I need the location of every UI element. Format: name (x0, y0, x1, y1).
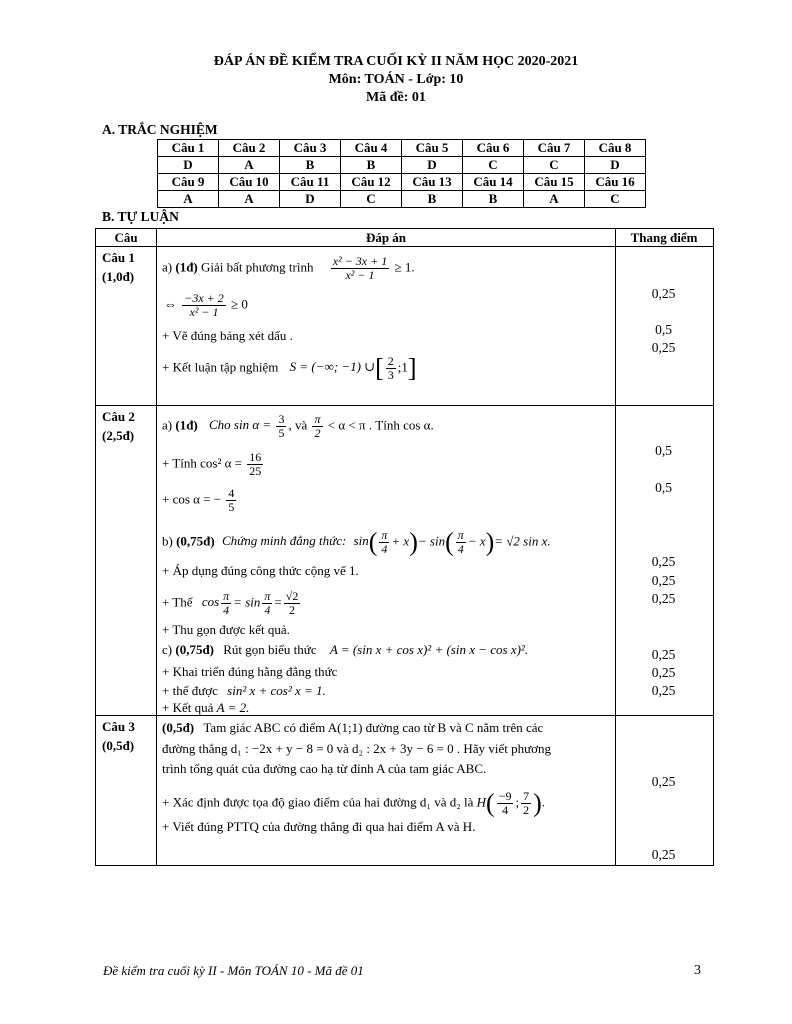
expression-part: − x (467, 533, 486, 549)
question-label: Câu 1 (102, 250, 135, 265)
question-points: (1,0đ) (102, 269, 135, 284)
denominator: 2 (314, 426, 321, 440)
numerator: π (314, 412, 321, 426)
section-b-title: B. TỰ LUẬN (102, 209, 179, 224)
question-cell: Câu 15 (524, 174, 585, 191)
question-points: (2,5đ) (102, 428, 135, 443)
q2-a-step-1 (162, 451, 265, 478)
answer-cell: C (463, 157, 524, 174)
expression-part: + x (391, 533, 410, 549)
answer-cell: D (280, 191, 341, 208)
inequality-rhs: ≥ 0 (231, 296, 248, 312)
score: 0,5 (655, 480, 672, 495)
question-cell: Câu 14 (463, 174, 524, 191)
part-prefix: a) (162, 417, 176, 433)
question-cell: Câu 7 (524, 140, 585, 157)
q2-part-c (162, 641, 528, 658)
denominator: 5 (278, 426, 285, 440)
question-label: Câu 3 (102, 719, 135, 734)
part-points: (0,5đ) (162, 720, 195, 735)
q3-line-3: trình tổng quát của đường cao hạ từ đỉnh A của tam giác ABC. (162, 761, 487, 776)
answer-cell: A (219, 191, 280, 208)
section-a-title: A. TRẮC NGHIỆM (102, 122, 218, 137)
step-text: + thế được (162, 683, 218, 698)
exam-code: Mã đề: 01 (366, 90, 426, 105)
row-divider (95, 405, 713, 406)
answer-cell: C (524, 157, 585, 174)
step-text: + Xác định được tọa độ giao điểm của hai đường d₁ và d₂ là (162, 794, 474, 810)
score: 0,25 (651, 554, 676, 569)
inequality-rhs: ≥ 1. (394, 259, 415, 275)
question-cell: Câu 5 (402, 140, 463, 157)
interval-end: ;1 (397, 359, 408, 375)
part-points: (0,75đ) (176, 533, 215, 549)
answer-cell: A (524, 191, 585, 208)
fraction (312, 413, 322, 440)
fraction (182, 292, 226, 319)
fraction (247, 451, 263, 478)
question-cell: Câu 13 (402, 174, 463, 191)
part-prefix: b) (162, 533, 177, 549)
numerator: √2 (285, 589, 299, 603)
fraction (521, 790, 531, 817)
q1-step-1 (164, 292, 248, 319)
part-text: Chứng minh đẳng thức: (221, 533, 347, 549)
expression-part: = √2 sin x. (494, 533, 551, 549)
fraction (226, 487, 236, 514)
expression-part: = sin (233, 594, 261, 610)
expression: A = 2. (216, 700, 250, 715)
score: 0,5 (655, 443, 672, 458)
answer-cell: C (585, 191, 646, 208)
q2-c-step-3 (162, 699, 249, 716)
question-cell: Câu 12 (341, 174, 402, 191)
q2-part-a (162, 413, 434, 440)
point-name: H (476, 794, 487, 810)
denominator: x² − 1 (189, 305, 219, 319)
fraction (262, 590, 272, 617)
question-cell: Câu 1 (158, 140, 219, 157)
q2-a-step-2 (162, 487, 238, 514)
question-points: (0,5đ) (102, 738, 135, 753)
question-cell: Câu 6 (463, 140, 524, 157)
answer-cell: B (341, 157, 402, 174)
column-header-score: Thang điểm (630, 230, 698, 245)
table-row (158, 174, 646, 191)
fraction (276, 413, 286, 440)
q3-step-1: + Xác định được tọa độ giao điểm của hai đường d₁ và d₂ là H( $\frac{-9}{4}$ ; $\frac{7}{2}$ ). (162, 788, 546, 818)
question-cell: Câu 11 (280, 174, 341, 191)
denominator: 4 (457, 542, 464, 556)
part-text: Rút gọn biểu thức (223, 642, 317, 657)
step-text: + Kết luận tập nghiệm (162, 359, 279, 375)
numerator: π (223, 589, 230, 603)
numerator: 2 (387, 354, 394, 368)
answer-cell: D (158, 157, 219, 174)
part-prefix: a) (162, 259, 176, 275)
part-text: Cho sin α = (209, 417, 272, 433)
document-title: ĐÁP ÁN ĐỀ KIỂM TRA CUỐI KỲ II NĂM HỌC 2020-2021 (213, 54, 579, 69)
denominator: 4 (223, 603, 230, 617)
score: 0,25 (651, 340, 676, 355)
table-row (158, 140, 646, 157)
q2-b-step-1: + Áp dụng đúng công thức cộng vế 1. (162, 563, 359, 578)
page-number: 3 (694, 963, 701, 978)
numerator: −9 (498, 789, 512, 803)
score: 0,5 (655, 322, 672, 337)
step-text: + Tính cos² α = (162, 455, 243, 471)
answer-cell: B (463, 191, 524, 208)
numerator: −3x + 2 (184, 291, 224, 305)
question-cell: Câu 2 (219, 140, 280, 157)
part-text: Giải bất phương trình (197, 259, 314, 275)
part-points: (1đ) (175, 417, 198, 433)
q2-b-step-2 (162, 590, 302, 617)
fraction (284, 590, 301, 617)
denominator: 25 (249, 464, 262, 478)
row-divider (95, 246, 713, 247)
numerator: x² − 3x + 1 (332, 254, 388, 268)
score: 0,25 (651, 665, 676, 680)
answer-cell: C (341, 191, 402, 208)
column-divider (156, 228, 157, 865)
part-points: (1đ) (175, 259, 198, 275)
numerator: π (264, 589, 271, 603)
fraction (386, 355, 396, 382)
part-prefix: c) (162, 642, 176, 657)
table-row (158, 191, 646, 208)
footer-text: Đề kiểm tra cuối kỳ II - Môn TOÁN 10 - Mã đề 01 (103, 963, 364, 978)
score: 0,25 (651, 683, 676, 698)
denominator: 5 (228, 500, 235, 514)
multiple-choice-table (157, 139, 646, 208)
denominator: x² − 1 (345, 268, 375, 282)
numerator: 16 (249, 450, 262, 464)
question-cell: Câu 4 (341, 140, 402, 157)
question-cell: Câu 3 (280, 140, 341, 157)
numerator: π (457, 528, 464, 542)
answer-cell: A (158, 191, 219, 208)
part-text-end: < α < π . Tính cos α. (327, 417, 434, 433)
score: 0,25 (651, 774, 676, 789)
fraction (497, 790, 514, 817)
numerator: 7 (523, 789, 530, 803)
equivalence-symbol: ⇔ (164, 296, 177, 312)
q2-b-step-3: + Thu gọn được kết quả. (162, 622, 290, 637)
answer-cell: B (280, 157, 341, 174)
expression: A = (sin x + cos x)² + (sin x − cos x)². (329, 642, 529, 657)
question-label: Câu 2 (102, 409, 135, 424)
question-cell: Câu 16 (585, 174, 646, 191)
solution-set: S = (−∞; −1) ∪ (289, 359, 376, 375)
q1-part-a (162, 255, 415, 282)
fraction (221, 590, 231, 617)
question-cell: Câu 9 (158, 174, 219, 191)
question-cell: Câu 10 (219, 174, 280, 191)
fraction (379, 529, 389, 556)
question-cell: Câu 8 (585, 140, 646, 157)
numerator: 4 (228, 486, 235, 500)
denominator: 4 (381, 542, 388, 556)
subject-line: Môn: TOÁN - Lớp: 10 (328, 72, 464, 87)
score: 0,25 (651, 286, 676, 301)
denominator: 2 (523, 803, 530, 817)
column-header-answer: Đáp án (365, 230, 407, 245)
expression-part: cos (201, 594, 220, 610)
q1-step-2: + Vẽ đúng bảng xét dấu . (162, 328, 293, 343)
score: 0,25 (651, 847, 676, 862)
step-text: + cos α = − (162, 491, 222, 507)
denominator: 2 (289, 603, 296, 617)
q3-step-2: + Viết đúng PTTQ của đường thẳng đi qua hai điểm A và H. (162, 819, 476, 834)
equals-sign: = (274, 594, 282, 610)
column-header-question: Câu (114, 230, 138, 245)
answer-cell: B (402, 191, 463, 208)
q3-line-1 (162, 719, 543, 736)
answer-cell: D (585, 157, 646, 174)
q2-c-step-1: + Khai triển đúng hằng đẳng thức (162, 664, 338, 679)
expression-part: sin (353, 533, 369, 549)
step-text: + Kết quả (162, 700, 214, 715)
q2-c-step-2 (162, 682, 326, 699)
fraction (331, 255, 389, 282)
denominator: 3 (387, 368, 394, 382)
q1-step-3: + Kết luận tập nghiệm S = (−∞; −1) ∪[ $\frac{2}{3}$ ;1] (162, 353, 417, 383)
q2-part-b: b) (0,75đ) Chứng minh đẳng thức: sin( $\frac{\pi}{4}$ + x)− sin( $\frac{\pi}{4}$ − x)= √2 sin x. (162, 527, 551, 557)
q3-line-2: đường thẳng d₁ : −2x + y − 8 = 0 và d₂ : 2x + 3y − 6 = 0 . Hãy viết phương (162, 741, 552, 756)
denominator: 4 (502, 803, 509, 817)
expression: sin² x + cos² x = 1. (227, 683, 326, 698)
fraction (456, 529, 466, 556)
score: 0,25 (651, 647, 676, 662)
answer-cell: D (402, 157, 463, 174)
denominator: 4 (264, 603, 271, 617)
numerator: 3 (278, 412, 285, 426)
part-points: (0,75đ) (175, 642, 214, 657)
question-text: Tam giác ABC có điểm A(1;1) đường cao từ B và C nằm trên các (203, 720, 544, 735)
step-text: + Thế (162, 594, 193, 610)
numerator: π (381, 528, 388, 542)
score: 0,25 (651, 573, 676, 588)
answer-cell: A (219, 157, 280, 174)
expression-part: − sin (417, 533, 446, 549)
connector-text: , và (288, 417, 308, 433)
table-row (158, 157, 646, 174)
score: 0,25 (651, 591, 676, 606)
